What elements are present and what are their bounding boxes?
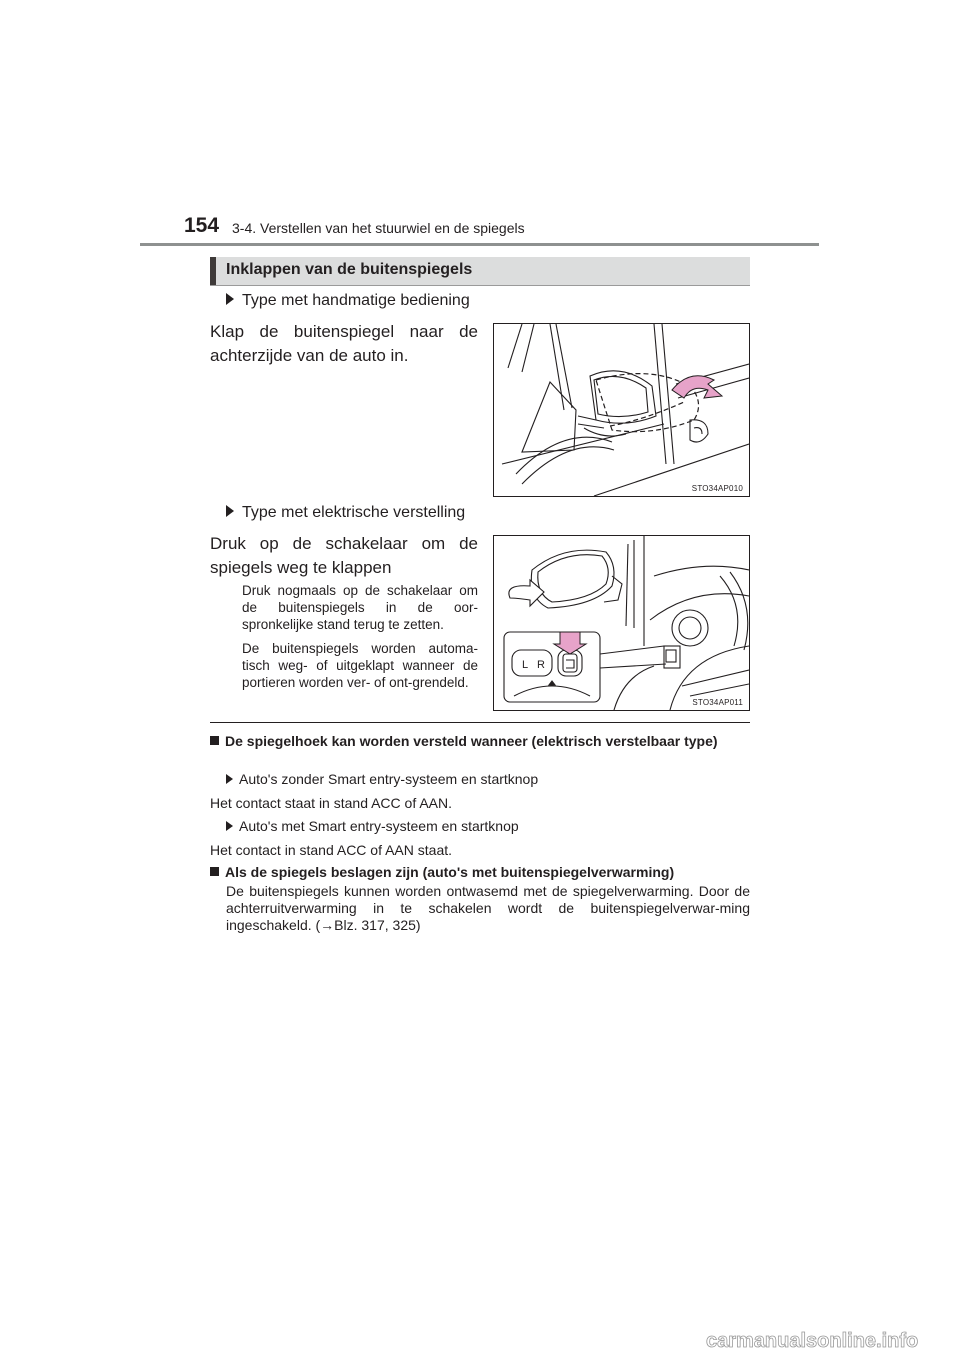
- fold-arrow-icon: [672, 376, 722, 398]
- electric-note-2: De buitenspiegels worden automa-tisch weg- of uitgeklapt wanneer de portieren worden ver- of ont-grendeld.: [242, 641, 478, 690]
- switch-label-left: L: [522, 659, 529, 671]
- manual-type-instruction: Klap de buitenspiegel naar de achterzijde van de auto in.: [210, 322, 478, 365]
- electric-type-heading: [226, 504, 465, 522]
- fogged-note-heading-text: Als de spiegels beslagen zijn (auto's met buitenspiegelverwarming): [225, 864, 675, 880]
- square-bullet-icon: [210, 867, 219, 876]
- fogged-note-heading: [210, 864, 750, 881]
- header-rule: [140, 243, 819, 246]
- section-title: Inklappen van de buitenspiegels: [226, 261, 473, 278]
- figure-code: STO34AP011: [692, 698, 743, 707]
- page-number: 154: [184, 214, 220, 237]
- without-smart-entry-text: Auto's zonder Smart entry-systeem en startknop: [239, 771, 539, 787]
- figure-manual-mirror: [493, 323, 750, 497]
- section-title-bar: [210, 257, 750, 286]
- manual-type-heading-text: Type met handmatige bediening: [242, 292, 470, 309]
- with-smart-entry-text: Auto's met Smart entry-systeem en startknop: [239, 818, 519, 834]
- figure-code: STO34AP010: [691, 484, 743, 493]
- with-smart-entry: [226, 818, 519, 835]
- section-marker: [210, 257, 216, 285]
- bullet-triangle-icon: [226, 774, 233, 784]
- angle-note-heading-text: De spiegelhoek kan worden versteld wanneer (elektrisch verstelbaar type): [225, 733, 718, 749]
- manual-mirror-illustration: [494, 324, 749, 496]
- without-smart-entry: [226, 771, 538, 788]
- electric-note-1: Druk nogmaals op de schakelaar om de buitenspiegels in de oor-spronkelijke stand terug te zetten.: [242, 583, 478, 632]
- fogged-note-text: De buitenspiegels kunnen worden ontwasemd met de spiegelverwarming. Door de achterruitverwarming in te schakelen wordt de buitenspiegelverwar-ming ingeschakeld. (→Blz. 317, 325): [226, 883, 750, 933]
- electric-type-instruction: Druk op de schakelaar om de spiegels weg te klappen: [210, 534, 478, 577]
- bullet-triangle-icon: [226, 821, 233, 831]
- electric-switch-illustration: [494, 536, 749, 710]
- press-arrow-icon: [554, 632, 586, 654]
- section-divider: [210, 722, 750, 723]
- with-smart-entry-detail: Het contact in stand ACC of AAN staat.: [210, 842, 453, 858]
- svg-text:carmanualsonline.info: carmanualsonline.info: [706, 1330, 919, 1352]
- bullet-triangle-icon: [226, 505, 234, 517]
- switch-label-right: R: [537, 659, 545, 671]
- electric-type-heading-text: Type met elektrische verstelling: [242, 504, 466, 521]
- angle-note-heading: [210, 733, 750, 750]
- without-smart-entry-detail: Het contact staat in stand ACC of AAN.: [210, 795, 453, 811]
- watermark-logo: [706, 1326, 956, 1354]
- bullet-triangle-icon: [226, 293, 234, 305]
- manual-type-heading: [226, 292, 470, 310]
- square-bullet-icon: [210, 736, 219, 745]
- figure-electric-switch: [493, 535, 750, 711]
- chapter-title: 3-4. Verstellen van het stuurwiel en de spiegels: [232, 220, 525, 236]
